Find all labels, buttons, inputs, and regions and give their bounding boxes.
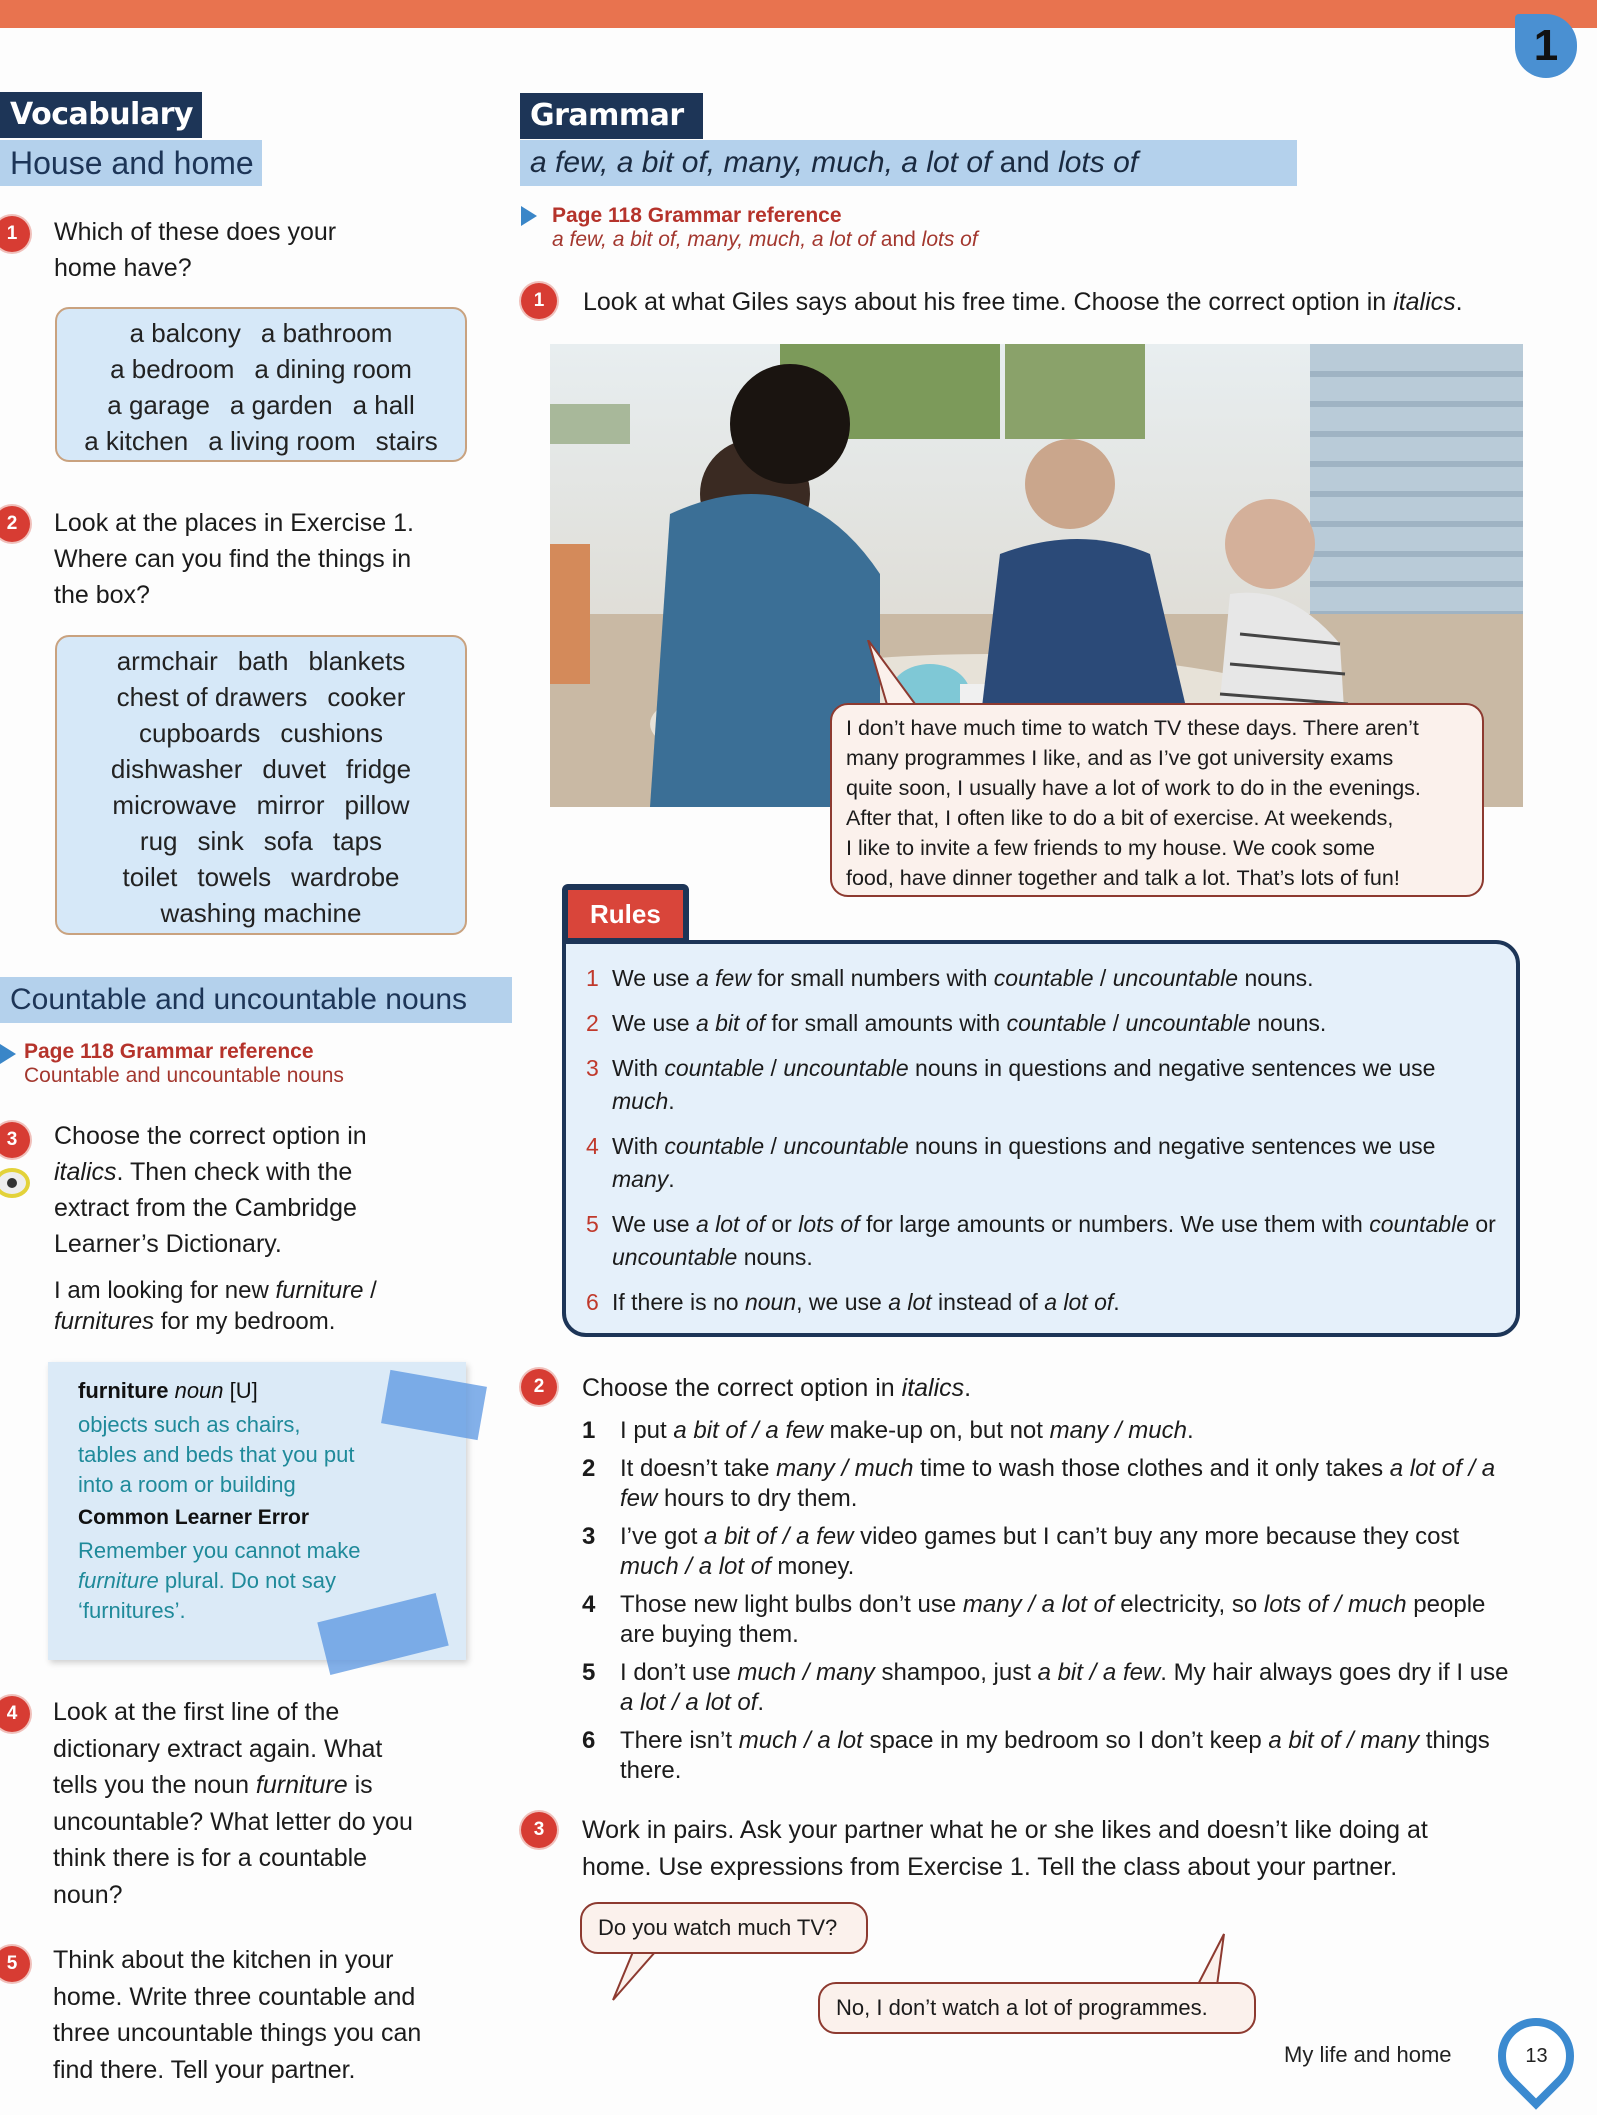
text: nouns in questions and negative sentences we use <box>908 1133 1436 1159</box>
item-text <box>620 1416 1194 1446</box>
ref-italic: lots of <box>921 228 978 251</box>
word-box-item: bath <box>237 646 289 676</box>
instruction-line <box>53 1767 503 1804</box>
instruction-line: Choose the correct option in <box>54 1122 367 1150</box>
text: We use <box>612 965 696 991</box>
word-box-item: taps <box>332 826 383 856</box>
text: video games but I can’t buy any more because they cost <box>853 1523 1460 1550</box>
item-number: 2 <box>582 1455 596 1482</box>
instruction-line: think there is for a countable <box>53 1844 368 1872</box>
exercise-badge-5: 5 <box>0 1946 30 1982</box>
word-box-row <box>65 643 457 679</box>
item-text <box>620 1590 1522 1650</box>
text: time to wash those clothes and it only takes <box>913 1455 1390 1482</box>
exercise-1-instruction <box>583 284 1583 320</box>
exercise-badge-3: 3 <box>521 1812 557 1848</box>
text: I’ve got <box>620 1523 705 1550</box>
option-choice[interactable]: many / much <box>1049 1417 1187 1444</box>
option-choice[interactable]: a bit of / a few <box>673 1417 823 1444</box>
rule-text <box>612 1007 1326 1040</box>
text: . <box>1455 288 1463 316</box>
rule-item <box>586 1286 1496 1319</box>
rule-item <box>586 1208 1496 1274</box>
exercise-item <box>582 1726 1522 1786</box>
italic-term: uncountable <box>1125 1010 1251 1036</box>
instruction-line: Work in pairs. Ask your partner what he or she likes and doesn’t like doing at <box>582 1816 1428 1844</box>
reference-arrow-icon <box>521 206 537 226</box>
text: It doesn’t take <box>620 1455 777 1482</box>
grammar-reference-link[interactable] <box>552 204 978 252</box>
rule-text <box>612 962 1314 995</box>
exercise-2-items <box>582 1416 1522 1794</box>
unit-number: 1 <box>1533 21 1559 70</box>
rules-box <box>562 940 1520 1337</box>
common-error-title: Common Learner Error <box>78 1506 310 1529</box>
text: . My hair always goes dry if I use <box>1160 1659 1509 1686</box>
word-box-row <box>65 751 457 787</box>
text: I don’t use <box>620 1659 738 1686</box>
option-choice[interactable]: a bit of / a few <box>704 1523 854 1550</box>
speech-bubble-tail <box>858 640 938 710</box>
word-box-item: a garage <box>107 390 210 420</box>
grammar-title <box>520 140 1297 186</box>
word-box-item: a balcony <box>129 318 241 348</box>
exercise-3-instruction <box>582 1812 1582 1886</box>
instruction-line: uncountable? What letter do you <box>53 1807 413 1836</box>
things-word-box <box>55 635 467 935</box>
rule-text <box>612 1052 1496 1118</box>
option-choice[interactable]: many / much <box>776 1455 914 1482</box>
reference-title: Page 118 Grammar reference <box>24 1040 314 1063</box>
italic-term: much <box>612 1088 669 1114</box>
error-line <box>78 1566 436 1596</box>
rule-item <box>586 1007 1496 1040</box>
word-box-item: armchair <box>116 646 218 676</box>
rule-number: 4 <box>586 1133 599 1159</box>
instruction-line <box>54 1154 494 1190</box>
instruction-line: three uncountable things you can <box>53 2019 422 2047</box>
text: hours to dry them. <box>657 1485 858 1512</box>
exercise-item <box>582 1454 1522 1514</box>
text: . <box>668 1088 675 1114</box>
exercise-item <box>582 1658 1522 1718</box>
definition <box>78 1410 436 1500</box>
definition-line: objects such as chairs, <box>78 1412 301 1437</box>
person-man-right <box>1025 439 1115 529</box>
grammar-code: [U] <box>229 1378 258 1403</box>
text: Choose the correct option in <box>582 1374 902 1402</box>
rule-item <box>586 1130 1496 1196</box>
countable-section-title: Countable and uncountable nouns <box>0 977 512 1023</box>
word-box-item: duvet <box>262 754 327 784</box>
text: / <box>363 1277 377 1304</box>
word-box-row <box>65 895 457 931</box>
exercise-badge-2: 2 <box>521 1369 557 1405</box>
word-box-item: a bathroom <box>260 318 393 348</box>
word-box-item: cushions <box>280 718 384 748</box>
page-number-pin <box>1482 2002 1589 2109</box>
exercise-5-instruction <box>53 1942 513 2088</box>
italic-word: italics <box>54 1158 117 1186</box>
text: or <box>765 1211 799 1237</box>
italic-term: a bit of <box>695 1010 765 1036</box>
word-box-item: microwave <box>112 790 237 820</box>
word-box-item: wardrobe <box>291 862 400 892</box>
item-text <box>620 1658 1522 1718</box>
instruction-line: home. Use expressions from Exercise 1. Tell the class about your partner. <box>582 1853 1398 1881</box>
word-box-item: stairs <box>375 426 438 456</box>
italic-term: lots of <box>798 1211 860 1237</box>
item-number: 6 <box>582 1727 596 1754</box>
title-italic: lots of <box>1058 146 1139 179</box>
word-box-item: rug <box>139 826 178 856</box>
option-choice[interactable]: lots of / much <box>1263 1591 1407 1618</box>
rule-item <box>586 962 1496 995</box>
rule-number: 5 <box>586 1211 599 1237</box>
text: electricity, so <box>1113 1591 1264 1618</box>
word-box-item: a dining room <box>254 354 412 384</box>
instruction-line: Look at the places in Exercise 1. <box>54 509 414 537</box>
italic-word: italics <box>1393 288 1456 316</box>
unit-tab <box>1515 14 1577 78</box>
exercise-item <box>582 1590 1522 1650</box>
rule-number: 1 <box>586 965 599 991</box>
quote-line: quite soon, I usually have a lot of work to do in the evenings. <box>846 776 1421 800</box>
italic-term: countable <box>1006 1010 1107 1036</box>
exercise-badge-3: 3 <box>0 1122 30 1158</box>
word-box-row <box>65 315 457 351</box>
word-box-item: sofa <box>263 826 313 856</box>
word-box-item: blankets <box>308 646 406 676</box>
plant-pot <box>550 544 590 684</box>
quote-line: I like to invite a few friends to my house. We cook some <box>846 836 1375 860</box>
text: nouns. <box>1250 1010 1327 1036</box>
option-choice[interactable]: much / a lot <box>738 1727 863 1754</box>
rule-number: 2 <box>586 1010 599 1036</box>
option-choice[interactable]: a bit / a few <box>1037 1659 1161 1686</box>
word-box-item: cooker <box>327 682 406 712</box>
text: , we use <box>796 1289 889 1315</box>
exercise-2-instruction <box>54 505 494 613</box>
instruction-line: find there. Tell your partner. <box>53 2055 356 2084</box>
rule-text <box>612 1208 1496 1274</box>
answer-speech-bubble: No, I don’t watch a lot of programmes. <box>818 1982 1256 2034</box>
reference-title: Page 118 Grammar reference <box>552 204 842 227</box>
word-box-item: cupboards <box>138 718 261 748</box>
word-box-item: a living room <box>208 426 356 456</box>
option-choice[interactable]: many / a lot of <box>962 1591 1114 1618</box>
text: things there. <box>620 1727 1490 1784</box>
option: furniture <box>275 1277 364 1304</box>
reference-subtitle <box>552 228 978 252</box>
italic-term: countable <box>1369 1211 1469 1237</box>
grammar-reference-link[interactable] <box>24 1040 344 1088</box>
item-number: 4 <box>582 1591 596 1618</box>
item-text <box>620 1522 1522 1582</box>
dictionary-eye-icon <box>0 1168 30 1198</box>
rules-tab <box>562 884 689 944</box>
text: money. <box>770 1553 855 1580</box>
ref-text: and <box>874 228 922 251</box>
text: people are buying them. <box>620 1591 1486 1648</box>
header-bar <box>0 0 1597 28</box>
instruction-line: noun? <box>53 1880 123 1909</box>
text: shampoo, just <box>874 1659 1038 1686</box>
instruction-line: Look at the first line of the <box>53 1698 340 1726</box>
word-box-row <box>65 823 457 859</box>
definition-line: into a room or building <box>78 1472 296 1497</box>
word-box-row <box>65 679 457 715</box>
exercise-badge-1: 1 <box>521 283 557 319</box>
text: / <box>764 1055 784 1081</box>
quote-line: After that, I often like to do a bit of exercise. At weekends, <box>846 806 1394 830</box>
italic-term: many <box>612 1166 669 1192</box>
instruction-line: dictionary extract again. What <box>53 1734 383 1763</box>
exercise-3-instruction <box>54 1118 494 1262</box>
text: plural. Do not say <box>158 1568 337 1593</box>
rules-label: Rules <box>568 890 683 938</box>
exercise-1-instruction <box>54 214 474 286</box>
word-box-item: dishwasher <box>110 754 243 784</box>
text: With <box>612 1133 665 1159</box>
italic-term: noun <box>744 1289 797 1315</box>
italic-word: furniture <box>255 1771 348 1799</box>
text: or <box>1469 1211 1496 1237</box>
instruction-line: Think about the kitchen in your <box>53 1946 394 1974</box>
instruction-line: Where can you find the things in <box>54 545 412 573</box>
text: If there is no <box>612 1289 745 1315</box>
option: furnitures <box>54 1308 155 1335</box>
option-choice[interactable]: a bit of / many <box>1268 1727 1420 1754</box>
text: make-up on, but not <box>822 1417 1050 1444</box>
exercise-2-instruction <box>582 1370 971 1406</box>
text: nouns. <box>737 1244 813 1270</box>
person-man-front <box>730 364 850 484</box>
text: space in my bedroom so I don’t keep <box>862 1727 1269 1754</box>
giles-speech-bubble <box>830 703 1484 897</box>
text: . <box>668 1166 675 1192</box>
italic-term: uncountable <box>612 1244 738 1270</box>
text: We use <box>612 1010 696 1036</box>
instruction-line: home have? <box>54 254 192 282</box>
exercise-badge-2: 2 <box>0 506 30 542</box>
text: I am looking for new <box>54 1277 276 1304</box>
text: for large amounts or numbers. We use them with <box>859 1211 1370 1237</box>
quote-line: I don’t have much time to watch TV these days. There aren’t <box>846 716 1419 740</box>
option-choice[interactable]: a lot of / a few <box>620 1455 1496 1512</box>
option-choice[interactable]: a lot / a lot of <box>620 1689 758 1716</box>
item-text <box>620 1726 1522 1786</box>
italic-term: a lot <box>888 1289 932 1315</box>
headword <box>78 1378 436 1404</box>
exercise-item <box>582 1522 1522 1582</box>
exercise-badge-4: 4 <box>0 1696 30 1732</box>
person-woman-right <box>1225 499 1315 589</box>
grammar-label: Grammar <box>520 93 703 139</box>
item-number: 5 <box>582 1659 596 1686</box>
text: nouns. <box>1238 965 1314 991</box>
text: . <box>1187 1417 1194 1444</box>
word-box-row <box>65 351 457 387</box>
instruction-line: home. Write three countable and <box>53 1982 416 2011</box>
italic-term: uncountable <box>1112 965 1239 991</box>
quote-line: many programmes I like, and as I’ve got university exams <box>846 746 1394 770</box>
reference-arrow-icon <box>0 1044 16 1064</box>
definition-line: tables and beds that you put <box>78 1442 355 1467</box>
text: for small amounts with <box>765 1010 1007 1036</box>
word-box-row <box>65 387 457 423</box>
instruction-line: the box? <box>54 581 150 609</box>
word-box-item: a garden <box>229 390 333 420</box>
vocabulary-title: House and home <box>0 140 262 186</box>
word-box-row <box>65 859 457 895</box>
item-number: 1 <box>582 1417 596 1444</box>
text: . <box>1113 1289 1120 1315</box>
text: . <box>964 1374 972 1402</box>
instruction-line: Which of these does your <box>54 218 337 246</box>
text: nouns in questions and negative sentences we use <box>908 1055 1436 1081</box>
rule-number: 3 <box>586 1055 599 1081</box>
instruction-line: Learner’s Dictionary. <box>54 1230 282 1258</box>
page-number: 13 <box>1524 2044 1548 2067</box>
word-box-item: washing machine <box>160 898 362 928</box>
text: Look at what Giles says about his free time. Choose the correct option in <box>583 288 1394 316</box>
word-box-row <box>65 423 457 459</box>
italic-term: a lot of <box>1044 1289 1114 1315</box>
item-text <box>620 1454 1522 1514</box>
item-number: 3 <box>582 1523 596 1550</box>
text: . Then check with the <box>116 1158 353 1186</box>
question-speech-bubble: Do you watch much TV? <box>580 1902 868 1954</box>
text: There isn’t <box>620 1727 739 1754</box>
italic-term: a few <box>695 965 751 991</box>
option-choice[interactable]: much / many <box>737 1659 875 1686</box>
text: is <box>347 1771 373 1799</box>
ref-italic: a few, a bit of, many, much, a lot of <box>552 228 875 251</box>
italic-term: countable <box>664 1055 765 1081</box>
exercise-3-sentence <box>54 1275 474 1337</box>
rule-number: 6 <box>586 1289 599 1315</box>
text: With <box>612 1055 665 1081</box>
italic-term: countable <box>664 1133 765 1159</box>
italic-word: furniture <box>78 1568 159 1593</box>
quote-line: food, have dinner together and talk a lot. That’s lots of fun! <box>846 866 1400 890</box>
text: I put <box>620 1417 674 1444</box>
italic-term: countable <box>993 965 1094 991</box>
instruction-line: extract from the Cambridge <box>54 1194 357 1222</box>
rule-item <box>586 1052 1496 1118</box>
rule-text <box>612 1286 1120 1319</box>
reference-subtitle: Countable and uncountable nouns <box>24 1064 344 1087</box>
word-box-item: towels <box>197 862 272 892</box>
word-box-item: pillow <box>344 790 410 820</box>
italic-term: uncountable <box>783 1055 909 1081</box>
word-box-item: mirror <box>256 790 325 820</box>
word-box-row <box>65 787 457 823</box>
word-box-item: a bedroom <box>110 354 235 384</box>
title-text: and <box>991 146 1059 179</box>
word-box-item: sink <box>197 826 244 856</box>
word-box-item: chest of drawers <box>116 682 308 712</box>
italic-term: uncountable <box>783 1133 909 1159</box>
title-italic: a few, a bit of, many, much, a lot of <box>530 146 992 179</box>
italic-term: a lot of <box>695 1211 765 1237</box>
text: Those new light bulbs don’t use <box>620 1591 963 1618</box>
exercise-item <box>582 1416 1522 1446</box>
error-line: ‘furnitures’. <box>78 1598 186 1623</box>
text: . <box>757 1689 765 1716</box>
headword-text: furniture <box>78 1378 169 1403</box>
word-box-item: fridge <box>346 754 412 784</box>
rule-text <box>612 1130 1496 1196</box>
exercise-4-instruction <box>53 1694 503 1913</box>
text: for my bedroom. <box>154 1308 336 1335</box>
error-line: Remember you cannot make <box>78 1538 361 1563</box>
word-box-item: a kitchen <box>84 426 189 456</box>
text: / <box>1106 1010 1126 1036</box>
text: tells you the noun <box>53 1771 256 1799</box>
text: for small numbers with <box>750 965 994 991</box>
word-box-item: toilet <box>122 862 178 892</box>
text: instead of <box>931 1289 1045 1315</box>
option-choice[interactable]: much / a lot of <box>620 1553 771 1580</box>
part-of-speech: noun <box>174 1378 224 1403</box>
footer-title: My life and home <box>1284 2042 1452 2067</box>
word-box-row <box>65 715 457 751</box>
text: We use <box>612 1211 696 1237</box>
vocabulary-label: Vocabulary <box>0 92 202 138</box>
italic-word: italics <box>901 1374 965 1402</box>
exercise-badge-1: 1 <box>0 216 30 252</box>
word-box-item: a hall <box>352 390 415 420</box>
text: / <box>764 1133 784 1159</box>
text: / <box>1093 965 1113 991</box>
places-word-box <box>55 307 467 462</box>
